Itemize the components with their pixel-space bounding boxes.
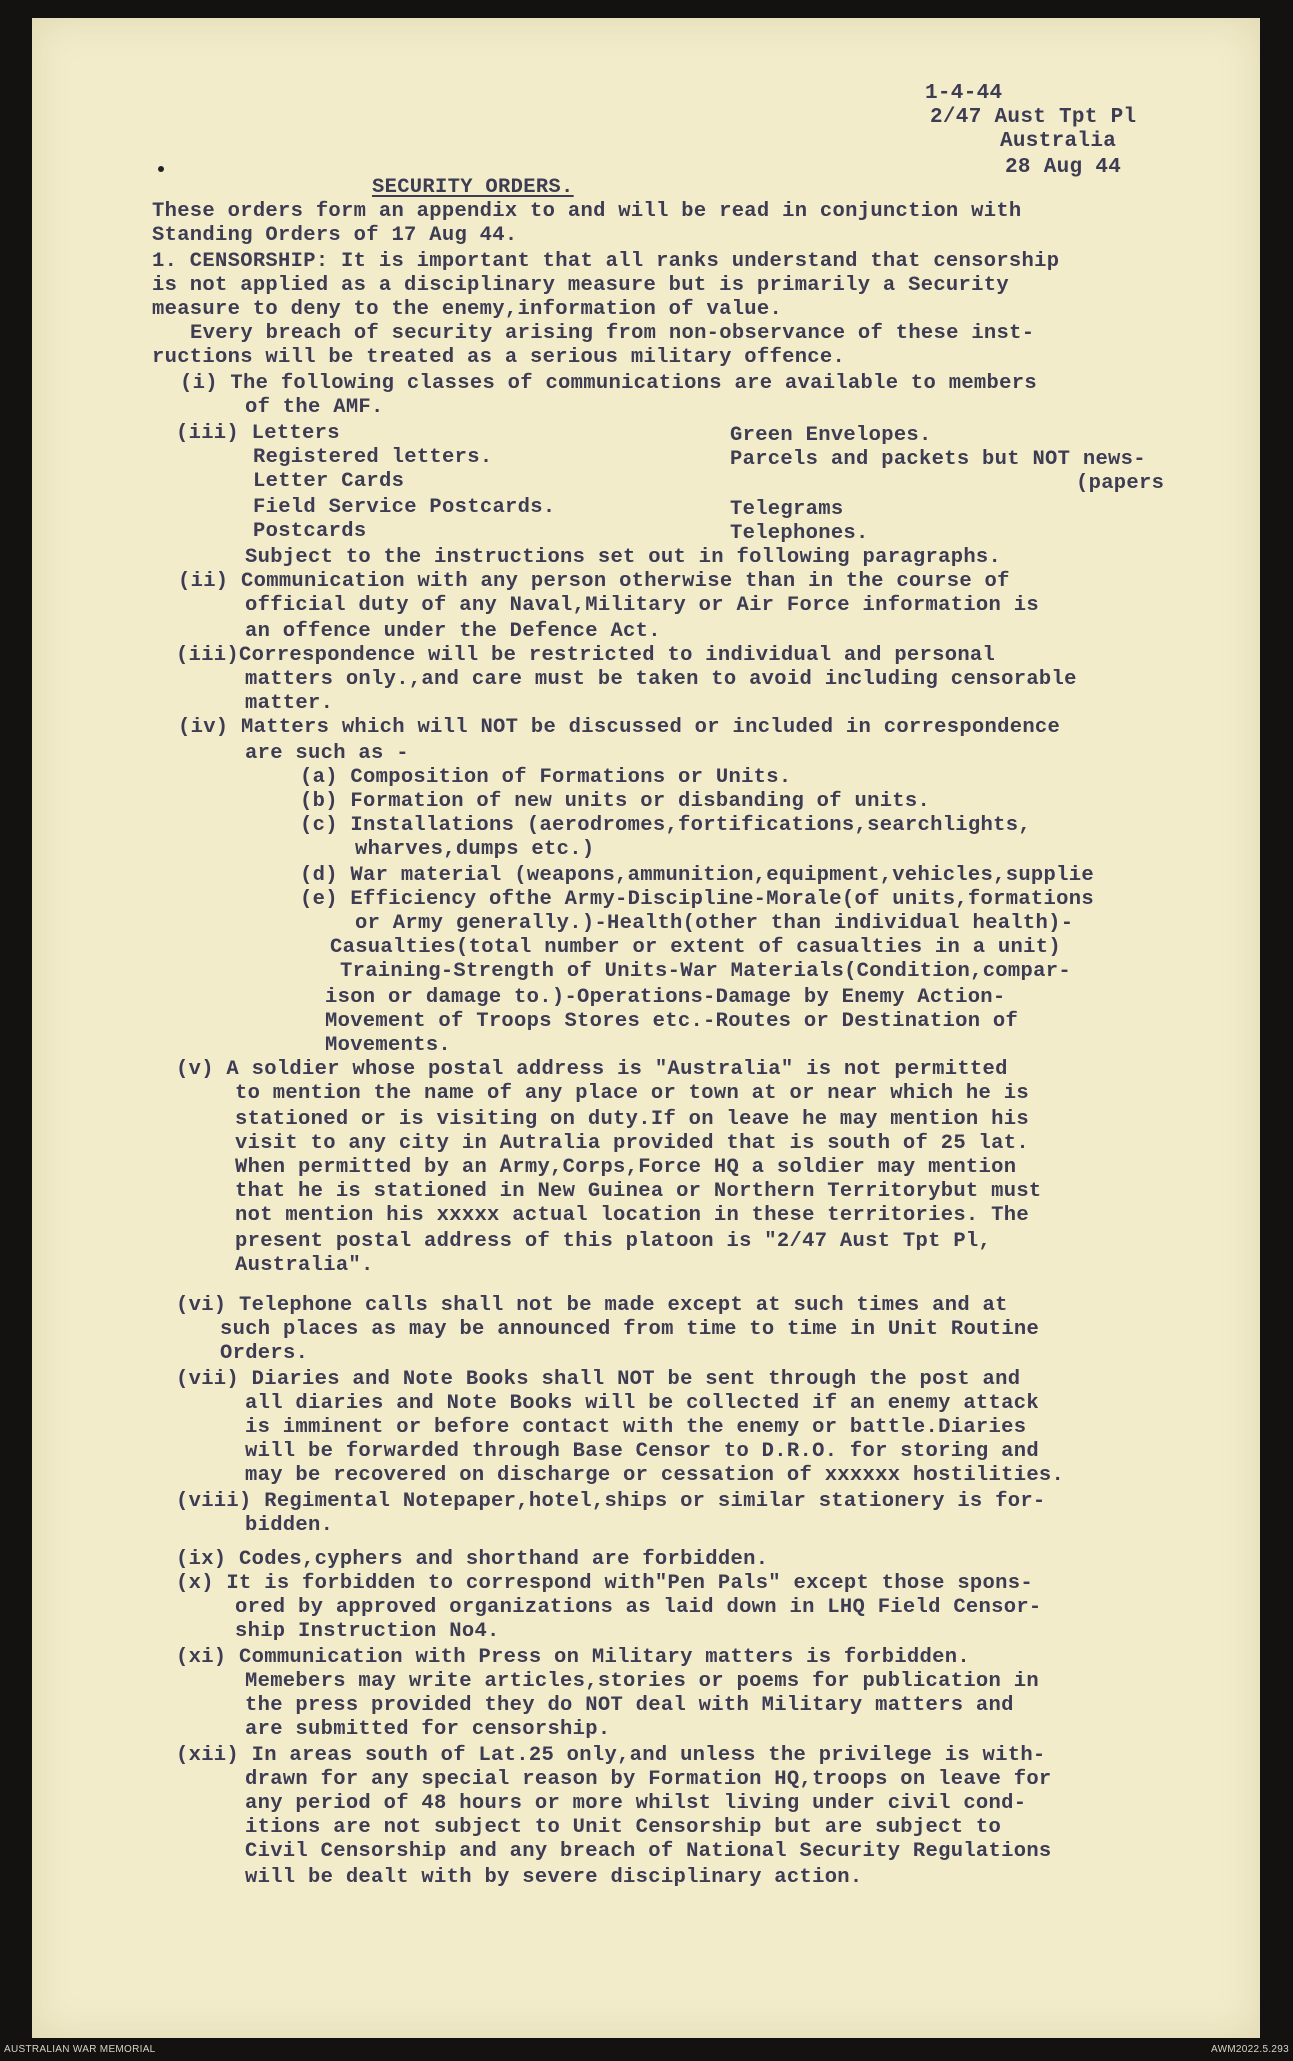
punch-mark: [158, 166, 164, 172]
text-line: (a) Composition of Formations or Units.: [300, 766, 792, 789]
text-line: Australia".: [235, 1254, 374, 1277]
text-line: an offence under the Defence Act.: [245, 620, 661, 643]
text-line: Orders.: [220, 1342, 309, 1365]
text-line: (vi) Telephone calls shall not be made except at such times and at: [176, 1294, 1008, 1317]
text-line: present postal address of this platoon is "2/47 Aust Tpt Pl,: [235, 1230, 992, 1253]
text-line: will be dealt with by severe disciplinary action.: [245, 1866, 863, 1889]
text-line: (i) The following classes of communications are available to members: [180, 372, 1037, 395]
text-line: (iii) Letters: [176, 422, 340, 445]
text-line: stationed or is visiting on duty.If on leave he may mention his: [235, 1108, 1029, 1131]
text-line: of the AMF.: [245, 396, 384, 419]
text-line: Postcards: [253, 520, 367, 543]
text-line: (viii) Regimental Notepaper,hotel,ships or similar stationery is for-: [176, 1490, 1046, 1513]
document-title: SECURITY ORDERS.: [372, 176, 574, 199]
text-line: Telegrams: [730, 498, 844, 521]
text-line: Civil Censorship and any breach of National Security Regulations: [245, 1840, 1052, 1863]
text-line: not mention his xxxxx actual location in these territories. The: [235, 1204, 1029, 1227]
text-line: is imminent or before contact with the enemy or battle.Diaries: [245, 1416, 1027, 1439]
text-line: Parcels and packets but NOT news-: [730, 448, 1146, 471]
text-line: Movement of Troops Stores etc.-Routes or Destination of: [325, 1010, 1019, 1033]
text-line: wharves,dumps etc.): [355, 838, 595, 861]
text-line: When permitted by an Army,Corps,Force HQ a soldier may mention: [235, 1156, 1017, 1179]
text-line: is not applied as a disciplinary measure but is primarily a Security: [152, 274, 1009, 297]
text-line: (xii) In areas south of Lat.25 only,and unless the privilege is with-: [176, 1744, 1046, 1767]
text-line: all diaries and Note Books will be collected if an enemy attack: [245, 1392, 1039, 1415]
text-line: These orders form an appendix to and will be read in conjunction with: [152, 200, 1022, 223]
text-line: (iv) Matters which will NOT be discussed or included in correspondence: [178, 716, 1061, 739]
text-line: official duty of any Naval,Military or Air Force information is: [245, 594, 1039, 617]
text-line: ored by approved organizations as laid down in LHQ Field Censor-: [235, 1596, 1042, 1619]
text-line: bidden.: [245, 1514, 334, 1537]
reference-code: 1-4-44: [925, 82, 1003, 105]
text-line: matters only.,and care must be taken to avoid including censorable: [245, 668, 1077, 691]
text-line: matter.: [245, 692, 334, 715]
unit-location: Australia: [1000, 130, 1117, 153]
text-line: (vii) Diaries and Note Books shall NOT be sent through the post and: [176, 1368, 1021, 1391]
text-line: Letter Cards: [253, 470, 405, 493]
text-line: Casualties(total number or extent of casualties in a unit): [330, 936, 1061, 959]
text-line: visit to any city in Autralia provided that is south of 25 lat.: [235, 1132, 1029, 1155]
text-line: Memebers may write articles,stories or poems for publication in: [245, 1670, 1039, 1693]
text-line: ructions will be treated as a serious military offence.: [152, 346, 846, 369]
text-line: ison or damage to.)-Operations-Damage by Enemy Action-: [325, 986, 1006, 1009]
text-line: Telephones.: [730, 522, 869, 545]
text-line: 1. CENSORSHIP: It is important that all ranks understand that censorship: [152, 250, 1060, 273]
text-line: such places as may be announced from time to time in Unit Routine: [220, 1318, 1040, 1341]
text-line: (ix) Codes,cyphers and shorthand are forbidden.: [176, 1548, 769, 1571]
text-line: drawn for any special reason by Formation HQ,troops on leave for: [245, 1768, 1052, 1791]
text-line: ship Instruction No4.: [235, 1620, 500, 1643]
text-line: are such as -: [245, 742, 409, 765]
text-line: or Army generally.)-Health(other than individual health)-: [355, 912, 1074, 935]
text-line: Registered letters.: [253, 446, 493, 469]
text-line: (d) War material (weapons,ammunition,equipment,vehicles,supplie: [300, 864, 1094, 887]
text-line: (e) Efficiency ofthe Army-Discipline-Morale(of units,formations: [300, 888, 1094, 911]
text-line: Training-Strength of Units-War Materials(Condition,compar-: [340, 960, 1071, 983]
text-line: Subject to the instructions set out in following paragraphs.: [245, 546, 1002, 569]
text-line: (x) It is forbidden to correspond with"Pen Pals" except those spons-: [176, 1572, 1033, 1595]
text-line: Green Envelopes.: [730, 424, 932, 447]
text-line: (c) Installations (aerodromes,fortifications,searchlights,: [300, 814, 1031, 837]
text-line: Every breach of security arising from non-observance of these inst-: [190, 322, 1035, 345]
text-line: any period of 48 hours or more whilst living under civil cond-: [245, 1792, 1027, 1815]
text-line: itions are not subject to Unit Censorship but are subject to: [245, 1816, 1002, 1839]
text-line: (ii) Communication with any person otherwise than in the course of: [178, 570, 1010, 593]
archive-reference: AWM2022.5.293: [1210, 2044, 1289, 2055]
text-line: (v) A soldier whose postal address is "Australia" is not permitted: [176, 1058, 1008, 1081]
text-line: measure to deny to the enemy,information of value.: [152, 298, 783, 321]
text-line: the press provided they do NOT deal with Military matters and: [245, 1694, 1014, 1717]
text-line: Movements.: [325, 1034, 452, 1057]
text-line: (b) Formation of new units or disbanding of units.: [300, 790, 931, 813]
unit-name: 2/47 Aust Tpt Pl: [930, 106, 1137, 129]
document-date: 28 Aug 44: [1005, 156, 1122, 179]
text-line: will be forwarded through Base Censor to D.R.O. for storing and: [245, 1440, 1039, 1463]
text-line: Standing Orders of 17 Aug 44.: [152, 224, 518, 247]
archive-credit: AUSTRALIAN WAR MEMORIAL: [4, 2044, 156, 2055]
text-line: (xi) Communication with Press on Military matters is forbidden.: [176, 1646, 970, 1669]
text-line: (iii)Correspondence will be restricted to individual and personal: [176, 644, 996, 667]
text-line: that he is stationed in New Guinea or Northern Territorybut must: [235, 1180, 1042, 1203]
text-line: (papers: [1076, 472, 1165, 495]
text-line: are submitted for censorship.: [245, 1718, 611, 1741]
text-line: to mention the name of any place or town at or near which he is: [235, 1082, 1029, 1105]
text-line: Field Service Postcards.: [253, 496, 556, 519]
text-line: may be recovered on discharge or cessation of xxxxxx hostilities.: [245, 1464, 1065, 1487]
